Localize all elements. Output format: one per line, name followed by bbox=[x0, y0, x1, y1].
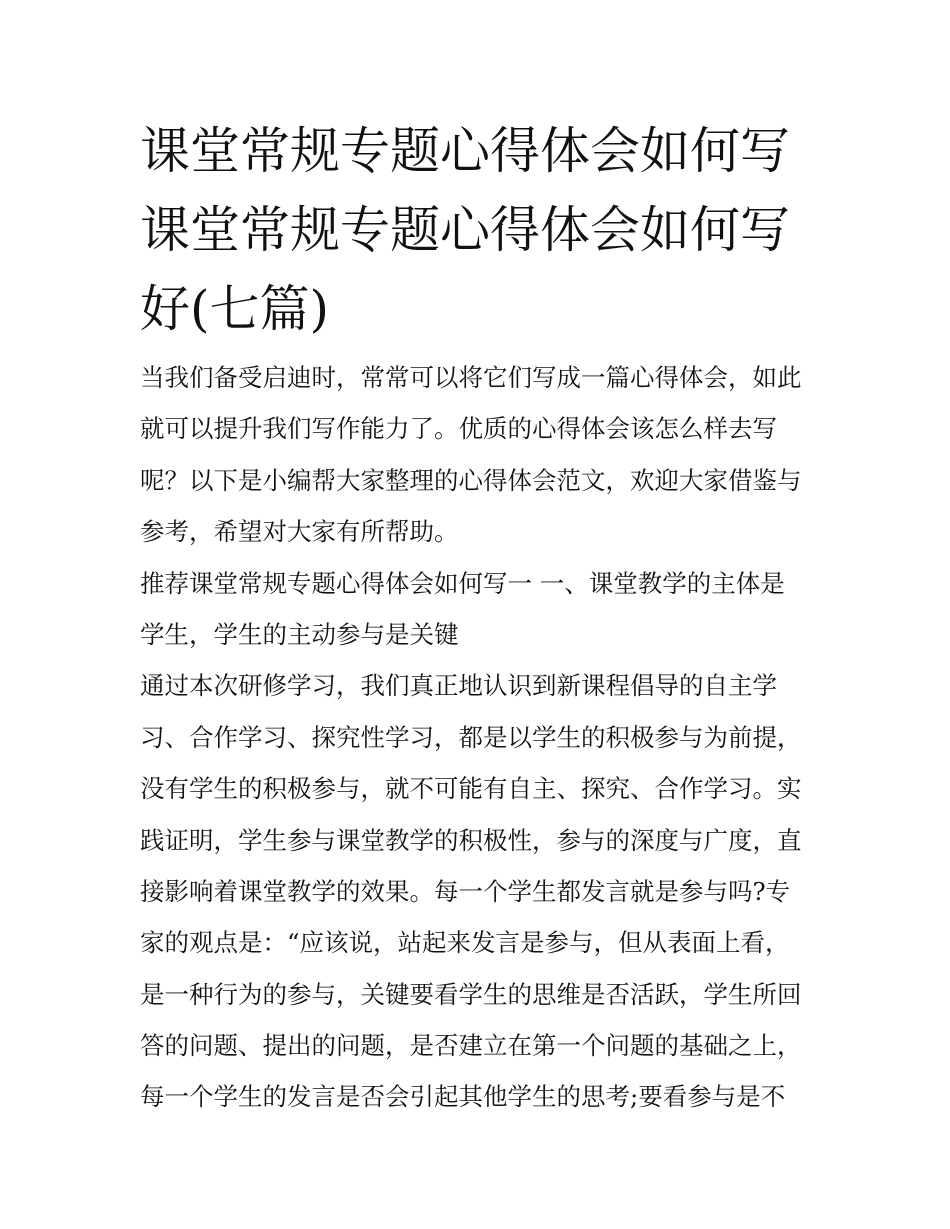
document-body bbox=[140, 352, 830, 1123]
body-line: 答的问题、提出的问题，是否建立在第一个问题的基础之上， bbox=[140, 1031, 802, 1061]
title-line: 课堂常规专题心得体会如何写 bbox=[140, 122, 790, 180]
body-line: 参考，希望对大家有所帮助。 bbox=[140, 517, 459, 547]
body-line: 学生，学生的主动参与是关键 bbox=[140, 619, 459, 649]
body-line: 是一种行为的参与，关键要看学生的思维是否活跃，学生所回 bbox=[140, 979, 802, 1009]
body-line: 当我们备受启迪时，常常可以将它们写成一篇心得体会，如此 bbox=[140, 363, 802, 392]
body-line: 家的观点是：“应该说，站起来发言是参与，但从表面上看， bbox=[140, 928, 790, 958]
body-line: 每一个学生的发言是否会引起其他学生的思考;要看参与是不 bbox=[140, 1082, 786, 1112]
title-line: 课堂常规专题心得体会如何写 bbox=[140, 201, 790, 259]
body-line: 就可以提升我们写作能力了。优质的心得体会该怎么样去写 bbox=[140, 414, 777, 444]
body-line: 通过本次研修学习，我们真正地认识到新课程倡导的自主学 bbox=[140, 671, 777, 701]
body-line: 接影响着课堂教学的效果。每一个学生都发言就是参与吗?专 bbox=[140, 876, 791, 906]
body-line: 推荐课堂常规专题心得体会如何写一 一、课堂教学的主体是 bbox=[140, 568, 785, 598]
body-line: 习、合作学习、探究性学习，都是以学生的积极参与为前提， bbox=[140, 722, 802, 752]
document-title bbox=[140, 112, 820, 349]
body-line: 没有学生的积极参与，就不可能有自主、探究、合作学习。实 bbox=[140, 774, 802, 804]
title-line: 好(七篇) bbox=[140, 280, 330, 338]
body-line: 践证明，学生参与课堂教学的积极性，参与的深度与广度，直 bbox=[140, 825, 802, 855]
body-line: 呢？以下是小编帮大家整理的心得体会范文，欢迎大家借鉴与 bbox=[140, 465, 802, 495]
